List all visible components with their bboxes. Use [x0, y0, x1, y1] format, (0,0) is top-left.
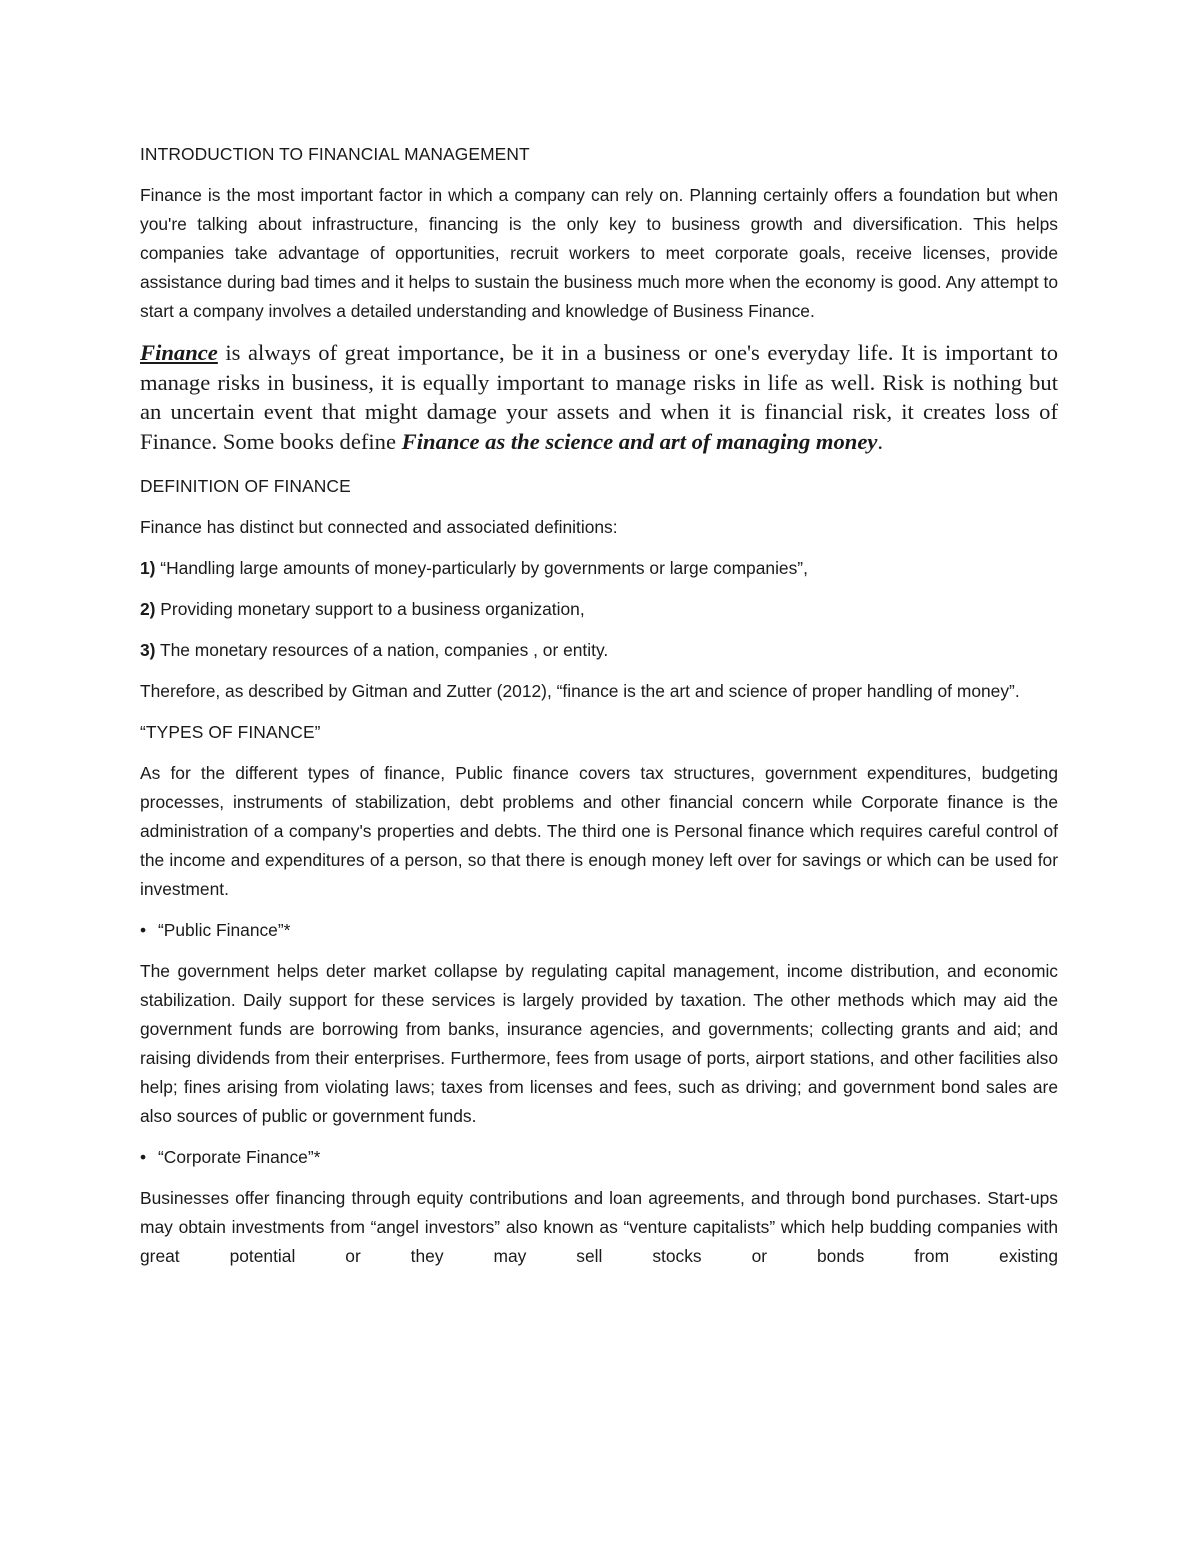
definition-text: The monetary resources of a nation, companies , or entity.: [155, 640, 609, 660]
finance-definition-emphasis: Finance as the science and art of managing money: [401, 428, 878, 454]
corporate-finance-heading: [140, 1143, 1058, 1172]
finance-emphasis: Finance: [140, 340, 218, 365]
definition-number: 3): [140, 640, 156, 660]
document-title: INTRODUCTION TO FINANCIAL MANAGEMENT: [140, 144, 530, 164]
definition-text: “Handling large amounts of money-particularly by governments or large companies”,: [155, 558, 808, 578]
public-finance-heading: [140, 916, 1058, 945]
corporate-finance-paragraph: Businesses offer financing through equity contributions and loan agreements, and through bond purchases. Start-ups may obtain investments from “angel investors” also known as “venture capitalists” which help budding companies with great potential or they may sell stocks or bonds from existing: [140, 1188, 1058, 1266]
definition-number: 2): [140, 599, 156, 619]
serif-paragraph-body: is always of great importance, be it in a business or one's everyday life. It is important to manage risks in business, it is equally important to manage risks in life as well. Risk is nothing but an uncertain event that might damage your assets and when it is financial risk, it creates loss of Finance. Some books define: [140, 340, 1058, 454]
public-finance-paragraph: The government helps deter market collapse by regulating capital management, income distribution, and economic stabilization. Daily support for these services is largely provided by taxation. The other methods which may aid the government funds are borrowing from banks, insurance agencies, and governments; collecting grants and aid; and raising dividends from their enterprises. Furthermore, fees from usage of ports, airport stations, and other facilities also help; fines arising from violating laws; taxes from licenses and fees, such as driving; and government bond sales are also sources of public or government funds.: [140, 961, 1058, 1126]
intro-paragraph: Finance is the most important factor in which a company can rely on. Planning certainly offers a foundation but when you're talking about infrastructure, financing is the only key to business growth and diversification. This helps companies take advantage of opportunities, recruit workers to meet corporate goals, receive licenses, provide assistance during bad times and it helps to sustain the business much more when the economy is good. Any attempt to start a company involves a detailed understanding and knowledge of Business Finance.: [140, 185, 1058, 321]
bullet-icon: •: [140, 1147, 147, 1167]
definition-heading: DEFINITION OF FINANCE: [140, 476, 351, 496]
definition-item-2: [140, 595, 1058, 624]
definition-item-1: [140, 554, 1058, 583]
serif-paragraph: [140, 338, 1058, 456]
definition-item-3: [140, 636, 1058, 665]
public-finance-label: “Public Finance”*: [158, 920, 291, 940]
definition-intro: Finance has distinct but connected and associated definitions:: [140, 517, 618, 537]
gitman-quote: Therefore, as described by Gitman and Zutter (2012), “finance is the art and science of proper handling of money”.: [140, 681, 1020, 701]
serif-paragraph-end: .: [877, 428, 884, 454]
corporate-finance-label: “Corporate Finance”*: [158, 1147, 321, 1167]
definition-number: 1): [140, 558, 156, 578]
types-paragraph: As for the different types of finance, Public finance covers tax structures, government expenditures, budgeting processes, instruments of stabilization, debt problems and other financial concern while Corporate finance is the administration of a company's properties and debts. The third one is Personal finance which requires careful control of the income and expenditures of a person, so that there is enough money left over for savings or which can be used for investment.: [140, 763, 1058, 899]
definition-text: Providing monetary support to a business organization,: [155, 599, 585, 619]
bullet-icon: •: [140, 920, 147, 940]
document-page: [140, 140, 1058, 1283]
types-heading: “TYPES OF FINANCE”: [140, 722, 321, 742]
